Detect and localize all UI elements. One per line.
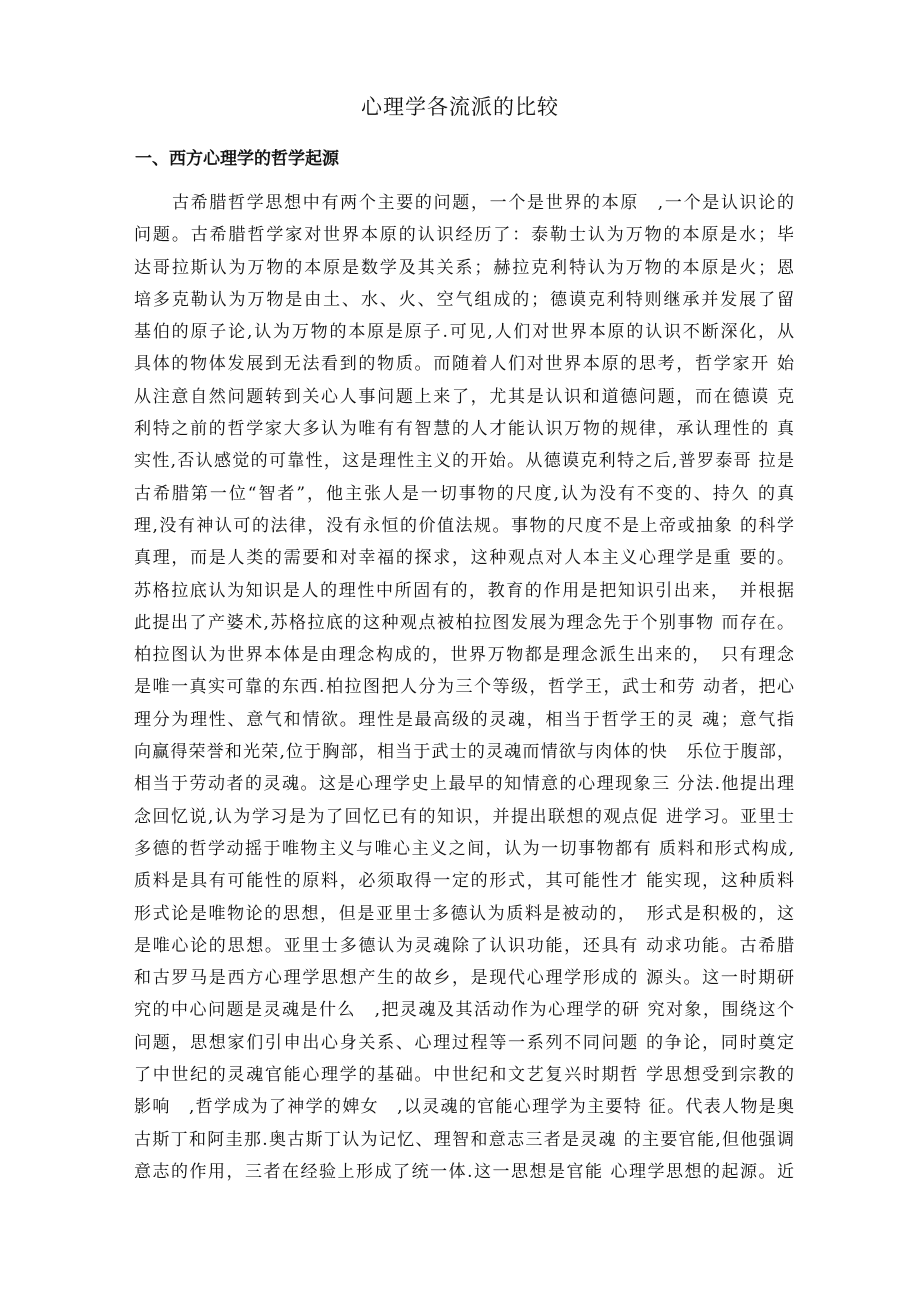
text-line: 理分为理性、意气和情欲。理性是最高级的灵魂，相当于哲学王的灵 魂；意气指 bbox=[134, 709, 794, 730]
text-line: 相当于劳动者的灵魂。这是心理学史上最早的知情意的心理现象三 分法.他提出理 bbox=[134, 774, 794, 795]
text-line: 培多克勒认为万物是由土、水、火、空气组成的；德谟克利特则继承并发展了留 bbox=[134, 289, 794, 310]
text-line: 苏格拉底认为知识是人的理性中所固有的，教育的作用是把知识引出来， 并根据 bbox=[134, 580, 794, 601]
text-line: 形式论是唯物论的思想，但是亚里士多德认为质料是被动的， 形式是积极的，这 bbox=[134, 903, 794, 924]
text-line: 实性,否认感觉的可靠性，这是理性主义的开始。从德谟克利特之后,普罗泰哥 拉是 bbox=[134, 451, 794, 472]
text-line: 影响 ,哲学成为了神学的婢女 ,以灵魂的官能心理学为主要特 征。代表人物是奥 bbox=[134, 1097, 794, 1118]
text-line: 究的中心问题是灵魂是什么 ,把灵魂及其活动作为心理学的研 究对象，围绕这个 bbox=[134, 1000, 794, 1021]
text-line: 柏拉图认为世界本体是由理念构成的，世界万物都是理念派生出来的， 只有理念 bbox=[134, 645, 794, 666]
text-line: 了中世纪的灵魂官能心理学的基础。中世纪和文艺复兴时期哲 学思想受到宗教的 bbox=[134, 1065, 794, 1086]
text-line: 问题。古希腊哲学家对世界本原的认识经历了：泰勒士认为万物的本原是水；毕 bbox=[134, 225, 794, 246]
text-line: 质料是具有可能性的原料，必须取得一定的形式，其可能性才 能实现，这种质料 bbox=[134, 871, 794, 892]
text-line: 是唯心论的思想。亚里士多德认为灵魂除了认识功能，还具有 动求功能。古希腊 bbox=[134, 935, 794, 956]
text-line: 古希腊哲学思想中有两个主要的问题，一个是世界的本原 ,一个是认识论的 bbox=[172, 193, 794, 213]
document-title: 心理学各流派的比较 bbox=[361, 95, 559, 119]
text-line: 理,没有神认可的法律，没有永恒的价值法规。事物的尺度不是上帝或抽象 的科学 bbox=[134, 515, 794, 536]
text-line: 达哥拉斯认为万物的本原是数学及其关系；赫拉克利特认为万物的本原是火；恩 bbox=[134, 257, 794, 278]
text-line: 古斯丁和阿圭那.奥古斯丁认为记忆、理智和意志三者是灵魂 的主要官能,但他强调 bbox=[134, 1129, 794, 1150]
text-line: 从注意自然问题转到关心人事问题上来了，尤其是认识和道德问题，而在德谟 克 bbox=[134, 386, 794, 407]
text-line: 多德的哲学动摇于唯物主义与唯心主义之间，认为一切事物都有 质料和形式构成, bbox=[134, 838, 794, 859]
text-line: 具体的物体发展到无法看到的物质。而随着人们对世界本原的思考，哲学家开 始 bbox=[134, 354, 794, 375]
text-line: 念回忆说,认为学习是为了回忆已有的知识，并提出联想的观点促 进学习。亚里士 bbox=[134, 806, 794, 827]
text-line: 问题，思想家们引申出心身关系、心理过程等一系列不同问题 的争论，同时奠定 bbox=[134, 1032, 794, 1053]
text-line: 利特之前的哲学家大多认为唯有有智慧的人才能认识万物的规律，承认理性的 真 bbox=[134, 419, 794, 440]
text-line: 此提出了产婆术,苏格拉底的这种观点被柏拉图发展为理念先于个别事物 而存在。 bbox=[134, 612, 794, 633]
body-paragraph bbox=[134, 187, 794, 1188]
text-line: 古希腊第一位“智者”，他主张人是一切事物的尺度,认为没有不变的、持久 的真 bbox=[134, 483, 794, 504]
text-line: 意志的作用，三者在经验上形成了统一体.这一思想是官能 心理学思想的起源。近 bbox=[134, 1161, 794, 1182]
text-line: 和古罗马是西方心理学思想产生的故乡，是现代心理学形成的 源头。这一时期研 bbox=[134, 968, 794, 989]
section-heading: 一、西方心理学的哲学起源 bbox=[135, 149, 339, 169]
text-line: 向赢得荣誉和光荣,位于胸部，相当于武士的灵魂而情欲与肉体的快 乐位于腹部， bbox=[134, 742, 794, 763]
text-line: 是唯一真实可靠的东西.柏拉图把人分为三个等级，哲学王，武士和劳 动者，把心 bbox=[134, 677, 794, 698]
text-line: 基伯的原子论,认为万物的本原是原子.可见,人们对世界本原的认识不断深化，从 bbox=[134, 322, 794, 343]
text-line: 真理，而是人类的需要和对幸福的探求，这种观点对人本主义心理学是重 要的。 bbox=[134, 548, 794, 569]
